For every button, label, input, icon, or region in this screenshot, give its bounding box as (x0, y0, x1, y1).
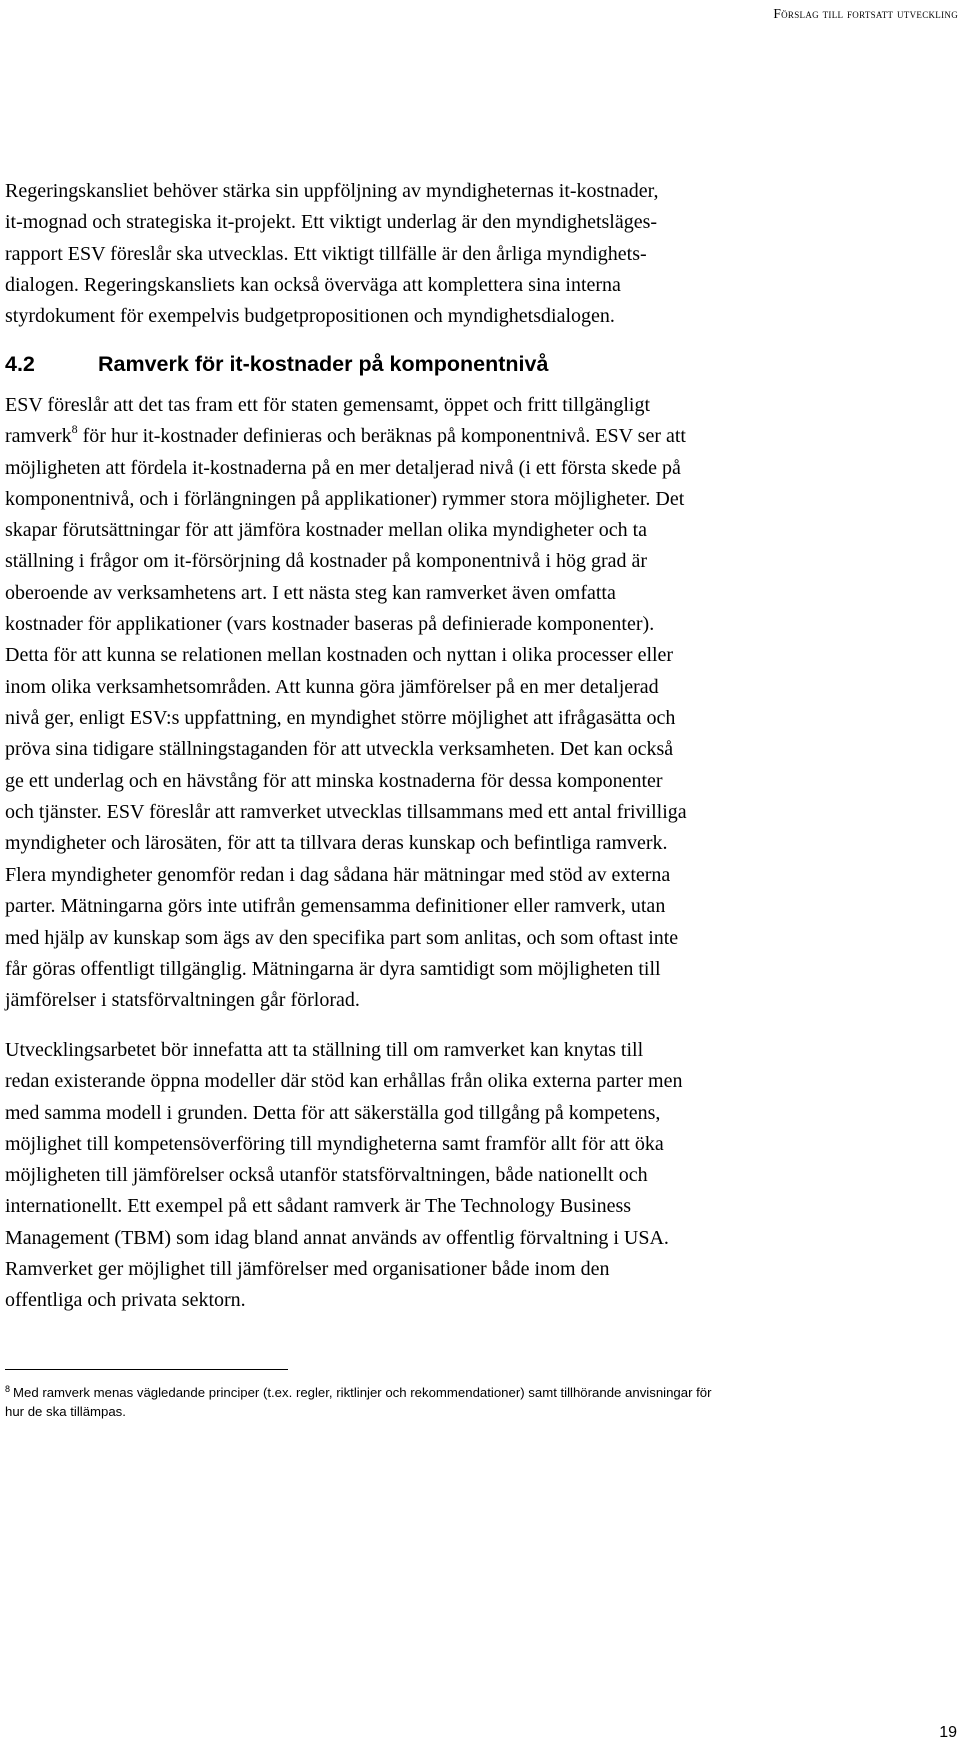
text-line: it-mognad och strategiska it-projekt. Ett viktigt underlag är den myndighetsläges- (5, 211, 658, 234)
text-line: dialogen. Regeringskansliets kan också överväga att komplettera sina interna (5, 273, 621, 296)
text-line: ställning i frågor om it-försörjning då kostnader på komponentnivå i hög grad är (5, 550, 648, 573)
footnote (5, 1383, 765, 1421)
text-line: ESV föreslår att det tas fram ett för staten gemensamt, öppet och fritt tillgängligt (5, 394, 651, 416)
text-line: rapport ESV föreslår ska utvecklas. Ett viktigt tillfälle är den årliga myndighets- (5, 242, 647, 265)
footnote-line (5, 1383, 765, 1402)
footnote-reference[interactable]: 8 (71, 422, 78, 437)
text-line: ge ett underlag och en hävstång för att minska kostnaderna för dessa komponenter (5, 769, 663, 792)
text-line: Flera myndigheter genomför redan i dag sådana här mätningar med stöd av externa (5, 864, 671, 886)
text-line: möjligheten till jämförelser också utanför statsförvaltningen, både nationellt och (5, 1164, 648, 1187)
text-line: kostnader för applikationer (vars kostnader baseras på definierade komponenter). (5, 613, 655, 636)
text-fragment: ramverk (5, 425, 72, 448)
text-line: Regeringskansliet behöver stärka sin uppföljning av myndigheternas it-kostnader, (5, 180, 659, 202)
text-line: pröva sina tidigare ställningstaganden för att utveckla verksamheten. Det kan också (5, 738, 674, 761)
footnote-text: Med ramverk menas vägledande principer (t.ex. regler, riktlinjer och rekommendationer) samt tillhörande anvisningar för (13, 1385, 712, 1400)
text-line: redan existerande öppna modeller där stöd kan erhållas från olika externa parter men (5, 1070, 683, 1093)
text-line: möjlighet till kompetensöverföring till myndigheterna samt framför allt för att öka (5, 1132, 664, 1155)
footnote-marker: 8 (5, 1384, 11, 1394)
text-line: myndigheter och lärosäten, för att ta tillvara deras kunskap och befintliga ramverk. (5, 832, 668, 855)
paragraph-esv-proposal (5, 390, 765, 859)
running-header: Förslag till fortsatt utveckling (773, 6, 958, 21)
text-line: internationellt. Ett exempel på ett sådant ramverk är The Technology Business (5, 1195, 632, 1218)
text-line: Detta för att kunna se relationen mellan kostnaden och nyttan i olika processer eller (5, 644, 674, 667)
text-line: Ramverket ger möjlighet till jämförelser med organisationer både inom den (5, 1258, 610, 1281)
text-line: jämförelser i statsförvaltningen går förlorad. (5, 989, 360, 1012)
text-line: med samma modell i grunden. Detta för att säkerställa god tillgång på kompetens, (5, 1101, 661, 1124)
text-line: inom olika verksamhetsområden. Att kunna göra jämförelser på en mer detaljerad (5, 675, 659, 698)
section-title: Ramverk för it-kostnader på komponentnivå (98, 352, 549, 376)
page-number: 19 (939, 1724, 957, 1741)
section-number: 4.2 (5, 352, 35, 376)
footnote-separator (5, 1369, 288, 1370)
section-heading (5, 352, 548, 377)
text-line: Management (TBM) som idag bland annat används av offentlig förvaltning i USA. (5, 1226, 669, 1249)
text-line: oberoende av verksamhetens art. I ett nästa steg kan ramverket även omfatta (5, 581, 616, 604)
text-line: möjligheten att fördela it-kostnaderna på en mer detaljerad nivå (i ett första skede på (5, 456, 681, 479)
text-line: parter. Mätningarna görs inte utifrån gemensamma definitioner eller ramverk, utan (5, 895, 666, 918)
text-line: nivå ger, enligt ESV:s uppfattning, en myndighet större möjlighet att ifrågasätta och (5, 706, 676, 729)
text-line: Utvecklingsarbetet bör innefatta att ta ställning till om ramverket kan knytas till (5, 1039, 644, 1061)
text-fragment: för hur it-kostnader definieras och beräknas på komponentnivå. ESV ser att (77, 425, 686, 448)
paragraph-regeringskansliet (5, 176, 765, 332)
paragraph-external-measurements (5, 860, 765, 1016)
paragraph-development-work (5, 1035, 765, 1317)
text-line: offentliga och privata sektorn. (5, 1289, 246, 1312)
text-line: skapar förutsättningar för att jämföra kostnader mellan olika myndigheter och ta (5, 519, 648, 542)
footnote-line: hur de ska tillämpas. (5, 1404, 126, 1419)
text-line: styrdokument för exempelvis budgetpropositionen och myndighetsdialogen. (5, 305, 615, 328)
text-line-with-footnote-ref (5, 421, 765, 452)
text-line: komponentnivå, och i förlängningen på applikationer) rymmer stora möjligheter. Det (5, 487, 685, 510)
text-line: och tjänster. ESV föreslår att ramverket utvecklas tillsammans med ett antal frivilliga (5, 800, 687, 823)
text-line: med hjälp av kunskap som ägs av den specifika part som anlitas, och som oftast inte (5, 926, 679, 949)
text-line: får göras offentligt tillgänglig. Mätningarna är dyra samtidigt som möjligheten till (5, 957, 661, 980)
